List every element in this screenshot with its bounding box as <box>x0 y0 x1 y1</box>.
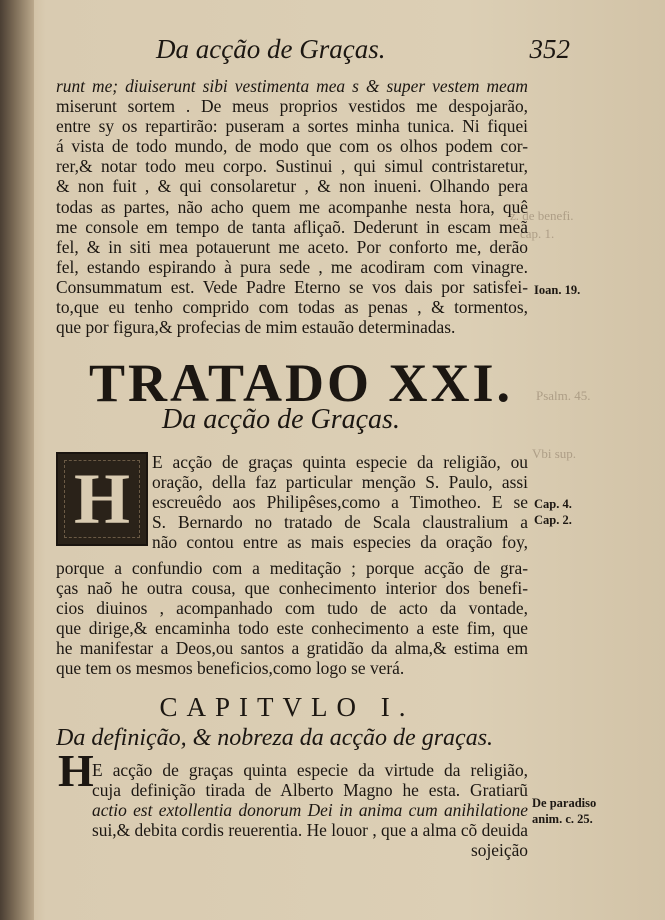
text-line: me console em tempo de tanta afliçaõ. Dederunt in escam meã <box>56 216 528 237</box>
top-paragraph <box>56 76 528 337</box>
text-line: to,que eu tenho comprido com todas as penas , & tormentos, <box>56 297 528 318</box>
text-line: & non fuit , & qui consolaretur , & non inueni. Olhando pera <box>56 176 528 197</box>
margin-note-paradiso: De paradiso <box>532 796 597 810</box>
text-line: escreuêdo aos Philipêses,como a Timotheo. E se <box>152 492 528 513</box>
chapter-initial: H <box>58 745 94 796</box>
chapter-title: CAPITVLO I. <box>159 692 415 722</box>
text-line: que dirige,& encaminha todo este conhecimento a este fim, que <box>56 618 528 639</box>
text-line: sui,& debita cordis reuerentia. He louor , que a alma cõ deuida <box>92 820 528 841</box>
running-title: Da acção de Graças. <box>156 34 386 64</box>
text-line: runt me; diuiserunt sibi vestimenta mea s & super vestem meam <box>56 76 528 96</box>
text-line: porque a confundio com a meditação ; porque acção de gra- <box>56 558 528 578</box>
text-line: cios diuinos , acompanhado com tudo de acto da vontade, <box>56 598 528 619</box>
intro-indented-lines <box>152 452 528 552</box>
text-line: actio est extollentia donorum Dei in anima cum anihilatione <box>92 800 528 821</box>
margin-note-anim: anim. c. 25. <box>532 812 593 826</box>
margin-note-ioan: Ioan. 19. <box>534 283 581 297</box>
bleed-through-note: Vbi sup. <box>532 446 577 461</box>
text-line: fel, estando espirando à pura sede , me acodiram com vinagre. <box>56 256 528 277</box>
chapter-subtitle: Da definição, & nobreza da acção de graças. <box>56 725 494 751</box>
text-line: todas as partes, não acho quem me acompanhe nesta hora, quê <box>56 196 528 217</box>
decorated-initial <box>56 452 148 546</box>
text-line: oração, della faz particular menção S. Paulo, assi <box>152 472 528 493</box>
text-line: entre sy os repartirão: puseram a sortes minha tunica. Ni fiquei <box>56 116 528 137</box>
text-line: rer,& notar todo meu corpo. Sustinui , qui simul contristaretur, <box>56 156 528 177</box>
margin-note-cap-4: Cap. 4. <box>534 497 572 511</box>
text-line: cuja definição tirada de Alberto Magno he esta. Gratiarũ <box>92 780 528 801</box>
initial-letter: H <box>73 458 130 539</box>
text-line: que por figura,& profecias de mim estauão determinadas. <box>56 317 456 338</box>
treatise-subtitle: Da acção de Graças. <box>162 404 400 435</box>
treatise-title: TRATADO XXI. <box>88 353 514 413</box>
text-line: Consummatum est. Vede Padre Eterno se vos dais por satisfei- <box>56 276 528 297</box>
text-line: S. Bernardo no tratado de Scala claustralium a <box>152 512 528 533</box>
margin-note-cap-2: Cap. 2. <box>534 513 572 527</box>
page-header <box>150 30 570 70</box>
text-line: á vista de todo mundo, de modo que com os olhos podem cor- <box>56 136 528 157</box>
page-number: 352 <box>529 34 570 64</box>
text-line: miserunt sortem . De meus proprios vestidos me despojarão, <box>56 96 528 117</box>
bleed-through-note: z. de benefi. <box>510 208 574 223</box>
text-line: E acção de graças quinta especie da virtude da religião, <box>92 760 528 780</box>
text-line: sojeição <box>471 840 528 861</box>
intro-full-lines <box>56 558 528 679</box>
text-line: não contou entre as mais especies da oração foy, <box>152 532 528 553</box>
chapter-body <box>92 760 528 860</box>
text-line: ças naõ he outra cousa, que conhecimento interior dos benefi- <box>56 578 528 599</box>
text-line: que tem os mesmos beneficios,como logo se verá. <box>56 658 405 679</box>
text-line: he manifestar a Deos,ou santos a gratidão da alma,& estima em <box>56 638 528 659</box>
bleed-through-note: cap. 1. <box>520 226 555 241</box>
text-line: fel, & in siti mea potauerunt me aceto. Por conforto me, derão <box>56 236 528 257</box>
bleed-through-note: Psalm. 45. <box>536 388 591 403</box>
text-line: E acção de graças quinta especie da religião, ou <box>152 452 528 472</box>
book-gutter <box>0 0 34 920</box>
